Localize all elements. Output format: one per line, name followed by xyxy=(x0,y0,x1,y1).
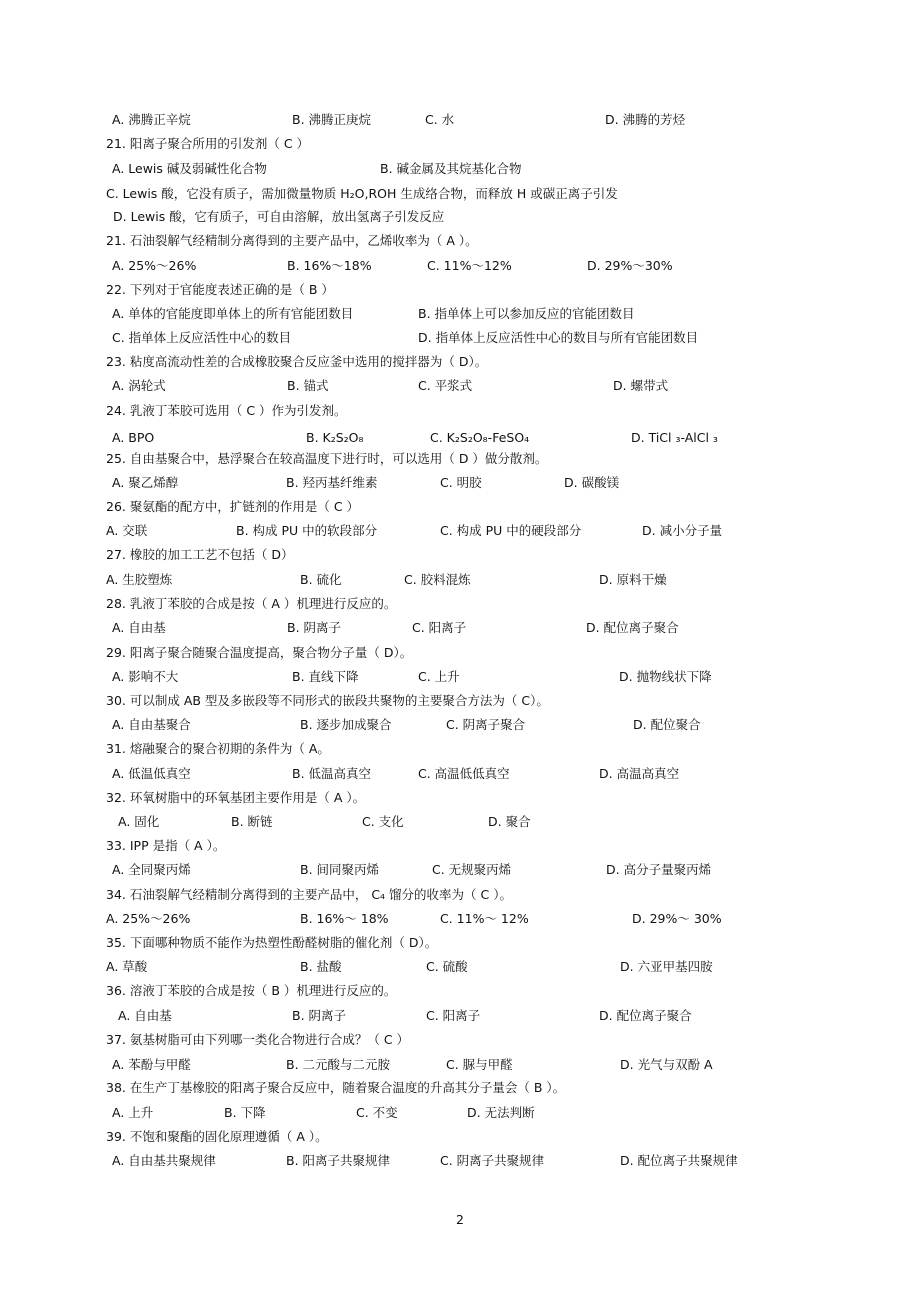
answer-option: B. 沸腾正庚烷 xyxy=(292,112,372,127)
answer-option: A. 生胶塑炼 xyxy=(106,572,173,587)
answer-option: C. 支化 xyxy=(362,814,404,829)
answer-option: B. 指单体上可以参加反应的官能团数目 xyxy=(418,306,635,321)
option-text-line: C. Lewis 酸，它没有质子，需加微量物质 H₂O,ROH 生成络合物，而释放 H 或碳正离子引发 xyxy=(106,186,618,201)
question-text: 30. 可以制成 AB 型及多嵌段等不同形式的嵌段共聚物的主要聚合方法为（ C）。 xyxy=(106,693,549,708)
question-text: 27. 橡胶的加工工艺不包括（ D） xyxy=(106,547,294,562)
answer-option: D. 光气与双酚 A xyxy=(620,1057,713,1072)
question-text: 26. 聚氨酯的配方中，扩链剂的作用是（ C ） xyxy=(106,499,360,514)
answer-option: A. Lewis 碱及弱碱性化合物 xyxy=(112,161,267,176)
answer-option: D. 沸腾的芳烃 xyxy=(605,112,686,127)
answer-option: D. 配位离子聚合 xyxy=(586,620,679,635)
answer-option: D. 配位聚合 xyxy=(633,717,701,732)
answer-option: C. 构成 PU 中的硬段部分 xyxy=(440,523,582,538)
answer-option: C. 11%～ 12% xyxy=(440,911,529,926)
question-text: 32. 环氧树脂中的环氧基团主要作用是（ A ）。 xyxy=(106,790,366,805)
answer-option: D. 指单体上反应活性中心的数目与所有官能团数目 xyxy=(418,330,699,345)
answer-option: D. 配位离子聚合 xyxy=(599,1008,692,1023)
answer-option: C. 水 xyxy=(425,112,455,127)
question-text: 21. 阳离子聚合所用的引发剂（ C ） xyxy=(106,136,310,151)
answer-option: C. 11%～12% xyxy=(427,258,512,273)
answer-option: D. 无法判断 xyxy=(467,1105,535,1120)
answer-option: B. 锚式 xyxy=(287,378,329,393)
answer-option: A. BPO xyxy=(112,430,155,445)
answer-option: A. 全同聚丙烯 xyxy=(112,862,191,877)
answer-option: B. 下降 xyxy=(224,1105,266,1120)
question-text: 21. 石油裂解气经精制分离得到的主要产品中，乙烯收率为（ A ）。 xyxy=(106,233,478,248)
answer-option: B. 盐酸 xyxy=(300,959,342,974)
question-text: 37. 氨基树脂可由下列哪一类化合物进行合成？（ C ） xyxy=(106,1032,410,1047)
question-text: 31. 熔融聚合的聚合初期的条件为（ A。 xyxy=(106,741,330,756)
question-text: 35. 下面哪种物质不能作为热塑性酚醛树脂的催化剂（ D）。 xyxy=(106,935,438,950)
question-text: 38. 在生产丁基橡胶的阳离子聚合反应中，随着聚合温度的升高其分子量会（ B ）。 xyxy=(106,1080,566,1095)
answer-option: C. 脲与甲醛 xyxy=(446,1057,513,1072)
answer-option: D. 29%～ 30% xyxy=(632,911,722,926)
answer-option: D. 聚合 xyxy=(488,814,531,829)
question-text: 33. IPP 是指（ A ）。 xyxy=(106,838,226,853)
answer-option: C. 硫酸 xyxy=(426,959,468,974)
question-text: 36. 溶液丁苯胶的合成是按（ B ）机理进行反应的。 xyxy=(106,983,397,998)
answer-option: D. 螺带式 xyxy=(613,378,669,393)
answer-option: A. 自由基聚合 xyxy=(112,717,191,732)
answer-option: D. 减小分子量 xyxy=(642,523,723,538)
answer-option: C. 阴离子共聚规律 xyxy=(440,1153,545,1168)
answer-option: D. 原料干燥 xyxy=(599,572,667,587)
answer-option: A. 苯酚与甲醛 xyxy=(112,1057,191,1072)
answer-option: A. 交联 xyxy=(106,523,148,538)
answer-option: A. 影响不大 xyxy=(112,669,179,684)
answer-option: B. 阴离子 xyxy=(292,1008,347,1023)
answer-option: B. 直线下降 xyxy=(292,669,359,684)
answer-option: B. 构成 PU 中的软段部分 xyxy=(236,523,378,538)
answer-option: D. 29%～30% xyxy=(587,258,673,273)
answer-option: C. 阳离子 xyxy=(412,620,467,635)
answer-option: D. 六亚甲基四胺 xyxy=(620,959,713,974)
answer-option: D. 配位离子共聚规律 xyxy=(620,1153,738,1168)
answer-option: B. 16%～ 18% xyxy=(300,911,389,926)
answer-option: B. 断链 xyxy=(231,814,273,829)
question-text: 23. 粘度高流动性差的合成橡胶聚合反应釜中选用的搅拌器为（ D）。 xyxy=(106,354,488,369)
page-number: 2 xyxy=(456,1212,464,1227)
answer-option: C. 阳离子 xyxy=(426,1008,481,1023)
answer-option: A. 涡轮式 xyxy=(112,378,166,393)
answer-option: B. 硫化 xyxy=(300,572,342,587)
question-text: 39. 不饱和聚酯的固化原理遵循（ A ）。 xyxy=(106,1129,328,1144)
answer-option: A. 自由基 xyxy=(118,1008,172,1023)
question-text: 22. 下列对于官能度表述正确的是（ B ） xyxy=(106,282,334,297)
answer-option: C. 不变 xyxy=(356,1105,398,1120)
answer-option: B. 羟丙基纤维素 xyxy=(286,475,378,490)
answer-option: B. 阴离子 xyxy=(287,620,342,635)
answer-option: A. 单体的官能度即单体上的所有官能团数目 xyxy=(112,306,354,321)
answer-option: A. 固化 xyxy=(118,814,160,829)
answer-option: C. 上升 xyxy=(418,669,460,684)
answer-option: D. 碳酸镁 xyxy=(564,475,620,490)
answer-option: A. 聚乙烯醇 xyxy=(112,475,179,490)
question-text: 29. 阳离子聚合随聚合温度提高，聚合物分子量（ D）。 xyxy=(106,645,413,660)
answer-option: C. 明胶 xyxy=(440,475,482,490)
answer-option: C. 平浆式 xyxy=(418,378,473,393)
answer-option: B. K₂S₂O₈ xyxy=(306,430,364,445)
answer-option: A. 25%～26% xyxy=(112,258,197,273)
answer-option: C. 无规聚丙烯 xyxy=(432,862,512,877)
answer-option: A. 草酸 xyxy=(106,959,148,974)
question-text: 25. 自由基聚合中，悬浮聚合在较高温度下进行时，可以选用（ D ）做分散剂。 xyxy=(106,451,548,466)
question-text: 28. 乳液丁苯胶的合成是按（ A ）机理进行反应的。 xyxy=(106,596,397,611)
answer-option: B. 阳离子共聚规律 xyxy=(286,1153,391,1168)
answer-option: C. 阴离子聚合 xyxy=(446,717,526,732)
answer-option: A. 自由基共聚规律 xyxy=(112,1153,216,1168)
answer-option: A. 自由基 xyxy=(112,620,166,635)
answer-option: D. 高温高真空 xyxy=(599,766,680,781)
answer-option: A. 沸腾正辛烷 xyxy=(112,112,191,127)
answer-option: B. 碱金属及其烷基化合物 xyxy=(380,161,522,176)
answer-option: A. 上升 xyxy=(112,1105,154,1120)
answer-option: A. 低温低真空 xyxy=(112,766,191,781)
answer-option: B. 二元酸与二元胺 xyxy=(286,1057,391,1072)
option-text-line: D. Lewis 酸，它有质子，可自由溶解，放出氢离子引发反应 xyxy=(113,209,445,224)
answer-option: D. 高分子量聚丙烯 xyxy=(606,862,712,877)
answer-option: D. 抛物线状下降 xyxy=(619,669,712,684)
answer-option: B. 低温高真空 xyxy=(292,766,372,781)
question-text: 34. 石油裂解气经精制分离得到的主要产品中， C₄ 馏分的收率为（ C ）。 xyxy=(106,887,512,902)
answer-option: B. 间同聚丙烯 xyxy=(300,862,380,877)
answer-option: C. 指单体上反应活性中心的数目 xyxy=(112,330,292,345)
answer-option: C. 高温低低真空 xyxy=(418,766,510,781)
answer-option: C. K₂S₂O₈-FeSO₄ xyxy=(430,430,530,445)
question-text: 24. 乳液丁苯胶可选用（ C ）作为引发剂。 xyxy=(106,403,347,418)
answer-option: C. 胶料混炼 xyxy=(404,572,471,587)
answer-option: D. TiCl ₃-AlCl ₃ xyxy=(631,430,718,445)
answer-option: B. 16%～18% xyxy=(287,258,372,273)
answer-option: B. 逐步加成聚合 xyxy=(300,717,392,732)
answer-option: A. 25%～26% xyxy=(106,911,191,926)
